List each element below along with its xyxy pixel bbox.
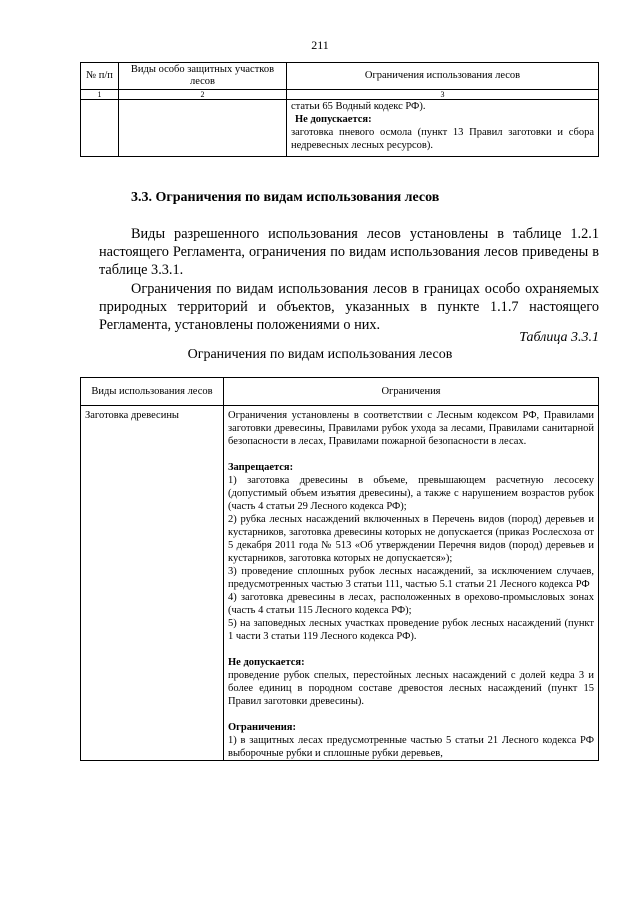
cell-usage-kind: Заготовка древесины bbox=[81, 406, 224, 761]
column-number-2: 2 bbox=[119, 90, 287, 100]
table-caption: Ограничения по видам использования лесов bbox=[187, 347, 453, 362]
limits-block bbox=[228, 721, 594, 760]
table-label: Таблица 3.3.1 bbox=[519, 330, 599, 345]
prohibited-item-2: 2) рубка лесных насаждений включенных в Перечень видов (пород) деревьев и кустарников, заготовка древесины которых не допускается (приказ Рослесхоза от 5 декабря 2011 года № 513 «Об утверждении Перечня видов (пород) деревьев и кустарников, заготовка которых не допускается»); bbox=[228, 514, 594, 564]
header-number: № п/п bbox=[81, 63, 119, 90]
prohibited-item-4: 4) заготовка древесины в лесах, расположенных в орехово-промысловых зонах (часть 4 статьи 115 Лесного кодекса РФ); bbox=[228, 592, 594, 616]
not-allowed-text: проведение рубок спелых, перестойных лесных насаждений с долей кедра 3 и более единиц в породном составе древостоя лесных насаждений (пункт 15 Правил заготовки древесины). bbox=[228, 670, 594, 707]
cell-empty-1 bbox=[81, 100, 119, 157]
prohibited-item-3: 3) проведение сплошных рубок лесных насаждений, за исключением случаев, предусмотренных частью 3 статьи 111, частью 5.1 статьи 21 Лесного кодекса РФ bbox=[228, 566, 594, 590]
main-table-header-row bbox=[81, 378, 599, 406]
prohibited-title: Запрещается: bbox=[228, 462, 294, 473]
cell-limitations bbox=[224, 406, 599, 761]
column-number-3: 3 bbox=[287, 90, 599, 100]
top-table-header-row bbox=[81, 63, 599, 90]
not-allowed-block bbox=[228, 656, 594, 708]
header-limitations: Ограничения bbox=[224, 378, 599, 406]
header-protected-areas: Виды особо защитных участков лесов bbox=[119, 63, 287, 90]
header-restrictions: Ограничения использования лесов bbox=[287, 63, 599, 90]
prohibited-item-1: 1) заготовка древесины в объеме, превышающем расчетную лесосеку (допустимый объем изъятия древесины), а также с нарушением возрастов рубок (часть 4 статьи 29 Лесного кодекса РФ); bbox=[228, 475, 594, 512]
header-usage-types: Виды использования лесов bbox=[81, 378, 224, 406]
column-number-1: 1 bbox=[81, 90, 119, 100]
intro-text: Ограничения установлены в соответствии с Лесным кодексом РФ, Правилами заготовки древесины, Правилами рубок ухода за лесами, Правилами санитарной безопасности в лесах, Правилами пожарной безопасности в лесах. bbox=[228, 410, 594, 447]
not-allowed-title: Не допускается: bbox=[228, 657, 305, 668]
limits-text: 1) в защитных лесах предусмотренные частью 5 статьи 21 Лесного кодекса РФ выборочные рубки и сплошные рубки деревьев, bbox=[228, 735, 594, 759]
prohibited-block bbox=[228, 461, 594, 643]
row-not-allowed-title: Не допускается: bbox=[295, 114, 372, 125]
page-number: 211 bbox=[311, 38, 329, 52]
top-table bbox=[80, 62, 599, 157]
row-text-line1: статьи 65 Водный кодекс РФ). bbox=[291, 101, 426, 112]
row-text-line2: заготовка пневого осмола (пункт 13 Правил заготовки и сбора недревесных лесных ресурсов). bbox=[291, 127, 594, 151]
cell-restrictions bbox=[287, 100, 599, 157]
paragraph-1: Виды разрешенного использования лесов установлены в таблице 1.2.1 настоящего Регламента, ограничения по видам использования лесов приведены в таблице 3.3.1. bbox=[99, 226, 599, 278]
section-title: 3.3. Ограничения по видам использования лесов bbox=[131, 190, 440, 205]
top-table-column-numbers bbox=[81, 90, 599, 100]
limits-title: Ограничения: bbox=[228, 722, 296, 733]
main-table bbox=[80, 377, 599, 761]
top-table-row bbox=[81, 100, 599, 157]
cell-empty-2 bbox=[119, 100, 287, 157]
table-row bbox=[81, 406, 599, 761]
paragraph-2: Ограничения по видам использования лесов в границах особо охраняемых природных территорий и объектов, указанных в пункте 1.1.7 настоящего Регламента, установлены положениями о них. bbox=[99, 281, 599, 333]
intro-block bbox=[228, 409, 594, 448]
prohibited-item-5: 5) на заповедных лесных участках проведение рубок лесных насаждений (пункт 1 части 3 статьи 119 Лесного кодекса РФ). bbox=[228, 618, 594, 642]
